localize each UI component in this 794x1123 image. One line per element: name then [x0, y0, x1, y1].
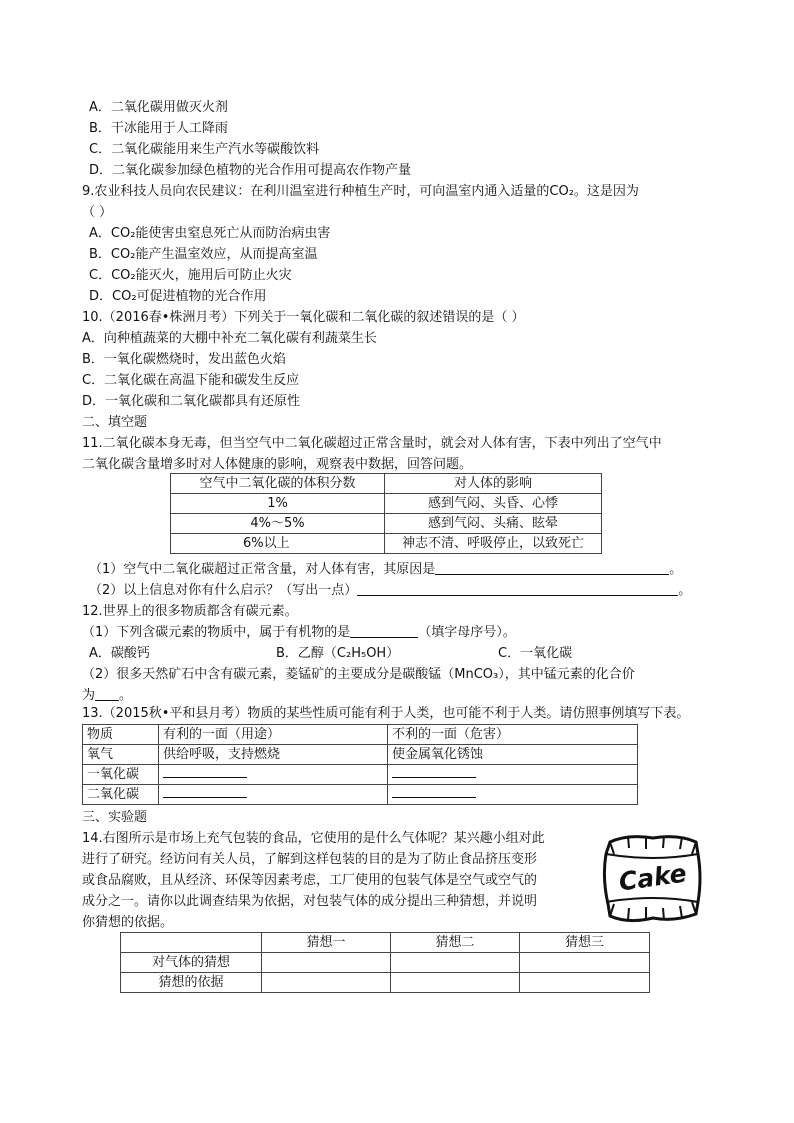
q14-line-1: 14.右图所示是市场上充气包装的食品，它使用的是什么气体呢？某兴趣小组对此: [82, 831, 545, 846]
answer-blank[interactable]: [392, 765, 476, 778]
q13-stem: 13.（2015秋•平和县月考）物质的某些性质可能有利于人类，也可能不利于人类。请仿照事例填写下表。: [82, 706, 690, 721]
table-row: [83, 745, 638, 765]
answer-blank[interactable]: [95, 686, 119, 701]
cake-bag-illustration: [598, 832, 708, 924]
q10-stem: 10.（2016春•株洲月考）下列关于一氧化碳和二氧化碳的叙述错误的是（ ）: [82, 310, 525, 325]
table-cell: 感到气闷、头昏、心悸: [385, 494, 602, 514]
answer-blank[interactable]: [435, 560, 669, 575]
q12-subquestion-2-cont: [82, 686, 132, 706]
q12-option-c: C．一氧化碳: [498, 646, 573, 661]
q12-sub1-text: （1）下列含碳元素的物质中，属于有机物的是: [82, 625, 351, 640]
table-cell: 对气体的猜想: [121, 953, 262, 973]
q13-properties-table: [82, 724, 638, 805]
table-cell: 氧气: [83, 745, 159, 765]
table-header-cell: 猜想二: [391, 933, 520, 953]
period: 。: [678, 583, 692, 598]
table-cell: 二氧化碳: [83, 785, 159, 805]
table-cell[interactable]: [159, 765, 388, 785]
table-header-cell: 空气中二氧化碳的体积分数: [171, 474, 385, 494]
q11-subquestion-2: [89, 581, 691, 601]
answer-blank[interactable]: [163, 765, 247, 778]
q11-stem-line2: 二氧化碳含量增多时对人体健康的影响，观察表中数据，回答问题。: [82, 457, 473, 472]
table-cell[interactable]: [388, 785, 638, 805]
table-cell: 使金属氧化锈蚀: [388, 745, 638, 765]
q14-line-2: 进行了研究。经访问有关人员，了解到这样包装的目的是为了防止食品挤压变形: [82, 852, 538, 867]
q8-option-c: C．二氧化碳能用来生产汽水等碳酸饮料: [89, 142, 320, 157]
q11-subquestion-1: [89, 560, 682, 580]
table-header-cell: 有利的一面（用途）: [159, 725, 388, 745]
table-cell[interactable]: [159, 785, 388, 805]
q8-option-d: D．二氧化碳参加绿色植物的光合作用可提高农作物产量: [89, 163, 412, 178]
q12-subquestion-2: （2）很多天然矿石中含有碳元素，菱锰矿的主要成分是碳酸锰（MnCO₃），其中锰元素的化合价: [82, 667, 635, 682]
table-cell: 6%以上: [171, 534, 385, 554]
table-cell: 感到气闷、头痛、眩晕: [385, 514, 602, 534]
table-header-cell: 猜想三: [520, 933, 650, 953]
q12-subquestion-1: [82, 623, 516, 643]
q14-line-5: 你猜想的依据。: [82, 915, 174, 930]
table-row: [171, 494, 602, 514]
table-header-cell: 物质: [83, 725, 159, 745]
bag-text: Cake: [617, 858, 689, 897]
table-header-row: [83, 725, 638, 745]
q9-answer-bracket: （ ）: [82, 205, 113, 220]
answer-cell[interactable]: [520, 973, 650, 993]
table-cell: 一氧化碳: [83, 765, 159, 785]
answer-cell[interactable]: [391, 973, 520, 993]
table-cell: 4%～5%: [171, 514, 385, 534]
q9-option-a: A．CO₂能使害虫窒息死亡从而防治病虫害: [89, 226, 331, 241]
period: 。: [669, 562, 683, 577]
q11-sub1-text: （1）空气中二氧化碳超过正常含量，对人体有害，其原因是: [89, 562, 436, 577]
answer-cell[interactable]: [262, 973, 391, 993]
answer-blank[interactable]: [392, 785, 476, 798]
table-cell: 猜想的依据: [121, 973, 262, 993]
table-row: [121, 973, 650, 993]
table-cell: 1%: [171, 494, 385, 514]
q12-sub1-tail: （填字母序号）。: [418, 625, 516, 640]
q10-option-a: A．向种植蔬菜的大棚中补充二氧化碳有利蔬菜生长: [82, 331, 377, 346]
q8-option-b: B．干冰能用于人工降雨: [89, 121, 228, 136]
q12-option-b: B．乙醇（C₂H₅OH）: [276, 646, 400, 661]
q14-guess-table: [120, 932, 650, 993]
q10-option-b: B．一氧化碳燃烧时，发出蓝色火焰: [82, 352, 286, 367]
table-header-cell: 不利的一面（危害）: [388, 725, 638, 745]
answer-blank[interactable]: [357, 581, 678, 596]
period: 。: [119, 688, 133, 703]
q10-option-d: D．一氧化碳和二氧化碳都具有还原性: [82, 394, 301, 409]
section-heading-fill-in: 二、填空题: [82, 415, 148, 430]
q12-sub2b-text: 为: [82, 688, 96, 703]
table-row: [171, 514, 602, 534]
q9-option-b: B．CO₂能产生温室效应，从而提高室温: [89, 247, 318, 262]
q11-sub2-text: （2）以上信息对你有什么启示？（写出一点）: [89, 583, 358, 598]
answer-cell[interactable]: [391, 953, 520, 973]
q9-option-d: D．CO₂可促进植物的光合作用: [89, 289, 267, 304]
q8-option-a: A．二氧化碳用做灭火剂: [89, 100, 228, 115]
q11-stem-line1: 11.二氧化碳本身无毒，但当空气中二氧化碳超过正常含量时，就会对人体有害，下表中列出了空气中: [82, 436, 662, 451]
table-header-row: [171, 474, 602, 494]
table-row: [121, 953, 650, 973]
answer-cell[interactable]: [262, 953, 391, 973]
table-header-cell: 猜想一: [262, 933, 391, 953]
table-cell: 供给呼吸，支持燃烧: [159, 745, 388, 765]
q9-stem: 9.农业科技人员向农民建议：在利川温室进行种植生产时，可向温室内通入适量的CO₂。这是因为: [82, 184, 639, 199]
q11-co2-table: [170, 473, 602, 554]
table-row: [83, 765, 638, 785]
table-row: [83, 785, 638, 805]
q12-stem: 12.世界上的很多物质都含有碳元素。: [82, 604, 298, 619]
table-row: [171, 534, 602, 554]
answer-cell[interactable]: [520, 953, 650, 973]
q10-option-c: C．二氧化碳在高温下能和碳发生反应: [82, 373, 300, 388]
table-header-cell: 对人体的影响: [385, 474, 602, 494]
table-header-cell: [121, 933, 262, 953]
table-cell: 神志不清、呼吸停止，以致死亡: [385, 534, 602, 554]
q9-option-c: C．CO₂能灭火，施用后可防止火灾: [89, 268, 292, 283]
section-heading-experiment: 三、实验题: [82, 810, 148, 825]
answer-blank[interactable]: [163, 785, 247, 798]
q12-option-a: A．碳酸钙: [89, 646, 150, 661]
q14-line-3: 或食品腐败，且从经济、环保等因素考虑，工厂使用的包装气体是空气或空气的: [82, 873, 538, 888]
table-header-row: [121, 933, 650, 953]
table-cell[interactable]: [388, 765, 638, 785]
q14-line-4: 成分之一。请你以此调查结果为依据，对包装气体的成分提出三种猜想，并说明: [82, 894, 538, 909]
answer-blank[interactable]: [350, 623, 418, 638]
